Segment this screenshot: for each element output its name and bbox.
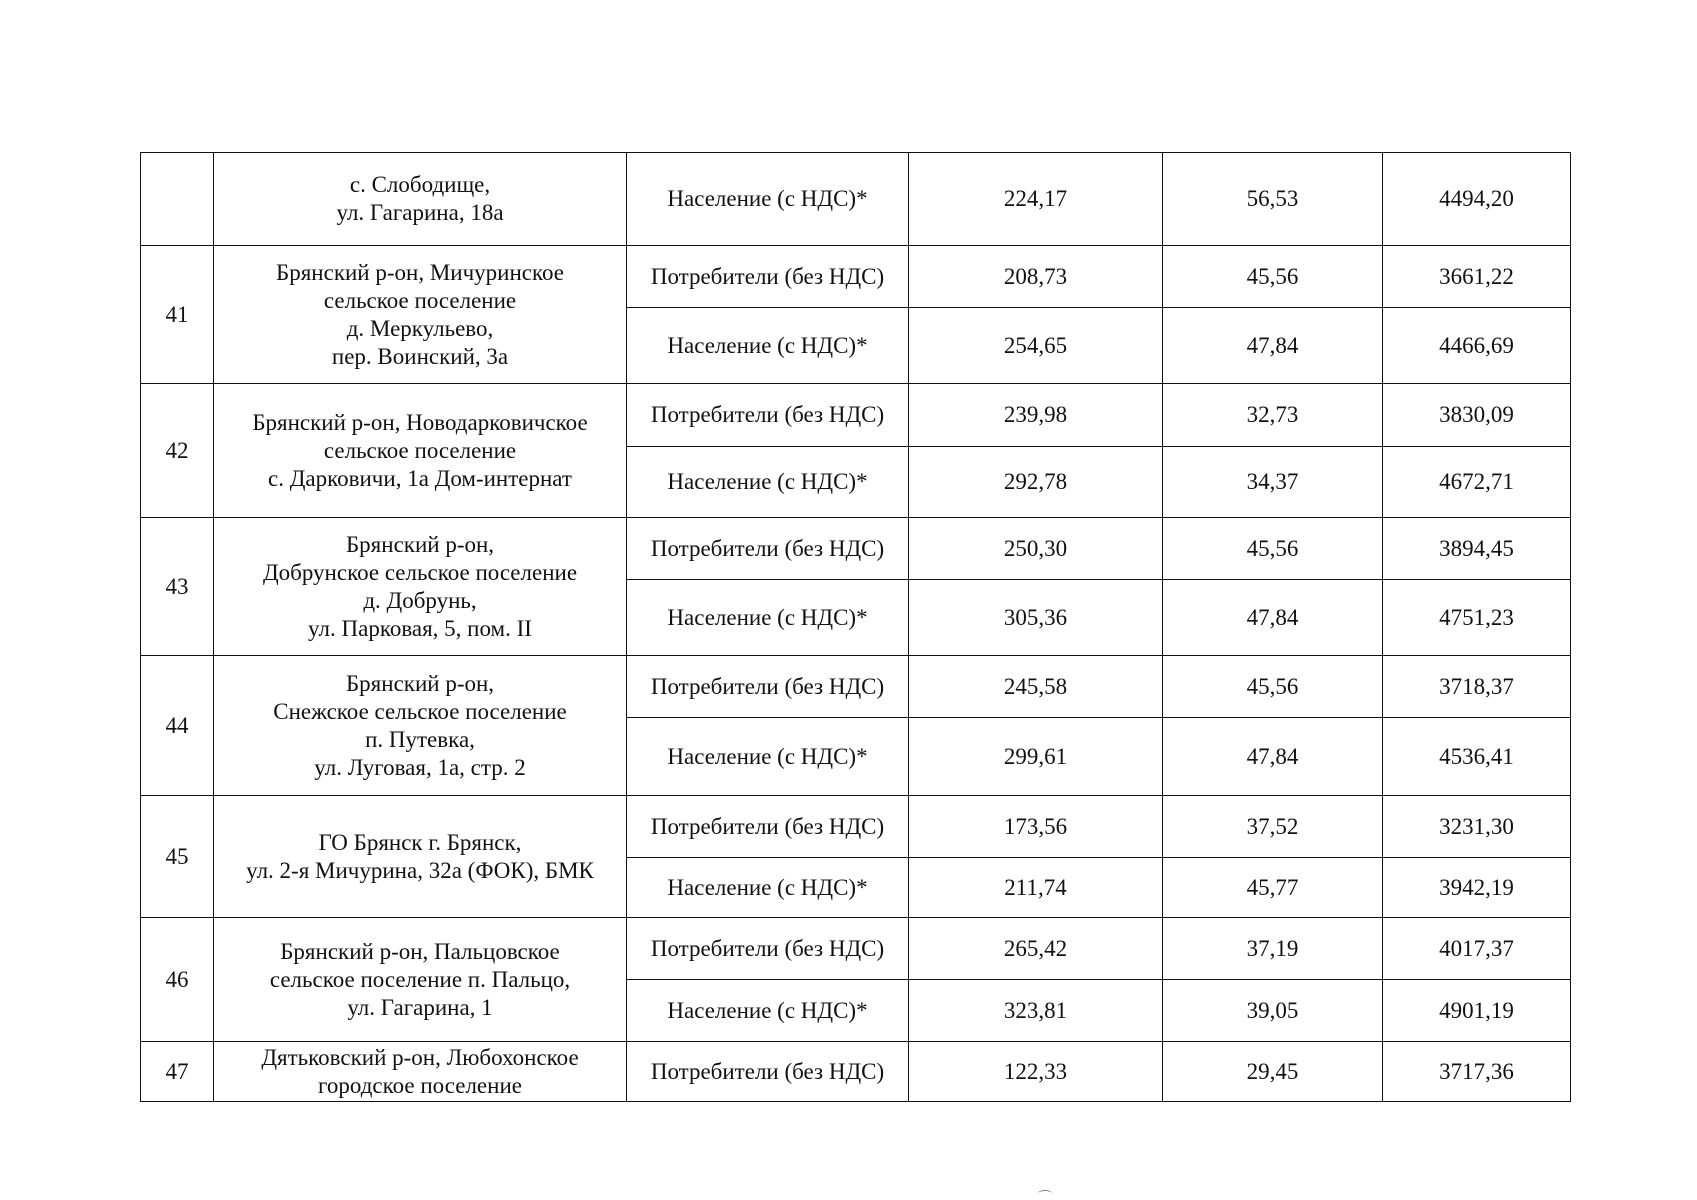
table-row [141, 246, 1571, 308]
consumer-category: Потребители (без НДС) [627, 1042, 909, 1102]
table-row [141, 153, 1571, 246]
value-cell: 4536,41 [1383, 718, 1571, 796]
consumer-category: Потребители (без НДС) [627, 656, 909, 718]
value-cell: 3661,22 [1383, 246, 1571, 308]
address-cell: Дятьковский р-он, Любохонское городское поселение [214, 1042, 627, 1102]
value-cell: 305,36 [909, 580, 1163, 656]
value-cell: 37,52 [1163, 796, 1383, 858]
value-cell: 39,05 [1163, 980, 1383, 1042]
value-cell: 292,78 [909, 447, 1163, 518]
value-cell: 3942,19 [1383, 858, 1571, 918]
value-cell: 47,84 [1163, 308, 1383, 384]
row-number: 44 [141, 656, 214, 796]
tariff-table [140, 152, 1571, 1102]
row-number: 47 [141, 1042, 214, 1102]
value-cell: 4672,71 [1383, 447, 1571, 518]
value-cell: 3718,37 [1383, 656, 1571, 718]
value-cell: 299,61 [909, 718, 1163, 796]
value-cell: 3717,36 [1383, 1042, 1571, 1102]
address-cell: Брянский р-он, Добрунское сельское поселение д. Добрунь, ул. Парковая, 5, пом. II [214, 518, 627, 656]
value-cell: 254,65 [909, 308, 1163, 384]
consumer-category: Население (с НДС)* [627, 447, 909, 518]
row-number: 46 [141, 918, 214, 1042]
tariff-table-body [141, 153, 1571, 1102]
consumer-category: Население (с НДС)* [627, 718, 909, 796]
value-cell: 45,56 [1163, 246, 1383, 308]
value-cell: 32,73 [1163, 384, 1383, 447]
value-cell: 211,74 [909, 858, 1163, 918]
row-number: 43 [141, 518, 214, 656]
value-cell: 173,56 [909, 796, 1163, 858]
consumer-category: Население (с НДС)* [627, 308, 909, 384]
value-cell: 4017,37 [1383, 918, 1571, 980]
value-cell: 4494,20 [1383, 153, 1571, 246]
table-row [141, 1042, 1571, 1102]
value-cell: 4751,23 [1383, 580, 1571, 656]
consumer-category: Потребители (без НДС) [627, 246, 909, 308]
value-cell: 4901,19 [1383, 980, 1571, 1042]
value-cell: 122,33 [909, 1042, 1163, 1102]
table-row [141, 384, 1571, 447]
value-cell: 37,19 [1163, 918, 1383, 980]
consumer-category: Потребители (без НДС) [627, 796, 909, 858]
row-number [141, 153, 214, 246]
value-cell: 224,17 [909, 153, 1163, 246]
value-cell: 323,81 [909, 980, 1163, 1042]
value-cell: 56,53 [1163, 153, 1383, 246]
table-row [141, 518, 1571, 580]
consumer-category: Население (с НДС)* [627, 980, 909, 1042]
consumer-category: Население (с НДС)* [627, 580, 909, 656]
value-cell: 265,42 [909, 918, 1163, 980]
consumer-category: Потребители (без НДС) [627, 918, 909, 980]
address-cell: с. Слободище, ул. Гагарина, 18а [214, 153, 627, 246]
value-cell: 239,98 [909, 384, 1163, 447]
consumer-category: Население (с НДС)* [627, 858, 909, 918]
value-cell: 45,77 [1163, 858, 1383, 918]
table-row [141, 796, 1571, 858]
consumer-category: Потребители (без НДС) [627, 518, 909, 580]
value-cell: 208,73 [909, 246, 1163, 308]
value-cell: 34,37 [1163, 447, 1383, 518]
address-cell: Брянский р-он, Пальцовское сельское поселение п. Пальцо, ул. Гагарина, 1 [214, 918, 627, 1042]
row-number: 45 [141, 796, 214, 918]
table-row [141, 918, 1571, 980]
value-cell: 45,56 [1163, 518, 1383, 580]
address-cell: Брянский р-он, Новодарковичское сельское поселение с. Дарковичи, 1а Дом-интернат [214, 384, 627, 518]
consumer-category: Население (с НДС)* [627, 153, 909, 246]
consumer-category: Потребители (без НДС) [627, 384, 909, 447]
address-cell: Брянский р-он, Мичуринское сельское поселение д. Меркульево, пер. Воинский, 3а [214, 246, 627, 384]
value-cell: 3231,30 [1383, 796, 1571, 858]
address-cell: Брянский р-он, Снежское сельское поселение п. Путевка, ул. Луговая, 1а, стр. 2 [214, 656, 627, 796]
table-row [141, 656, 1571, 718]
value-cell: 47,84 [1163, 718, 1383, 796]
value-cell: 3830,09 [1383, 384, 1571, 447]
address-cell: ГО Брянск г. Брянск, ул. 2-я Мичурина, 32а (ФОК), БМК [214, 796, 627, 918]
row-number: 42 [141, 384, 214, 518]
row-number: 41 [141, 246, 214, 384]
page-number-mark [1038, 1190, 1052, 1197]
value-cell: 45,56 [1163, 656, 1383, 718]
value-cell: 29,45 [1163, 1042, 1383, 1102]
value-cell: 3894,45 [1383, 518, 1571, 580]
value-cell: 4466,69 [1383, 308, 1571, 384]
value-cell: 245,58 [909, 656, 1163, 718]
value-cell: 250,30 [909, 518, 1163, 580]
value-cell: 47,84 [1163, 580, 1383, 656]
